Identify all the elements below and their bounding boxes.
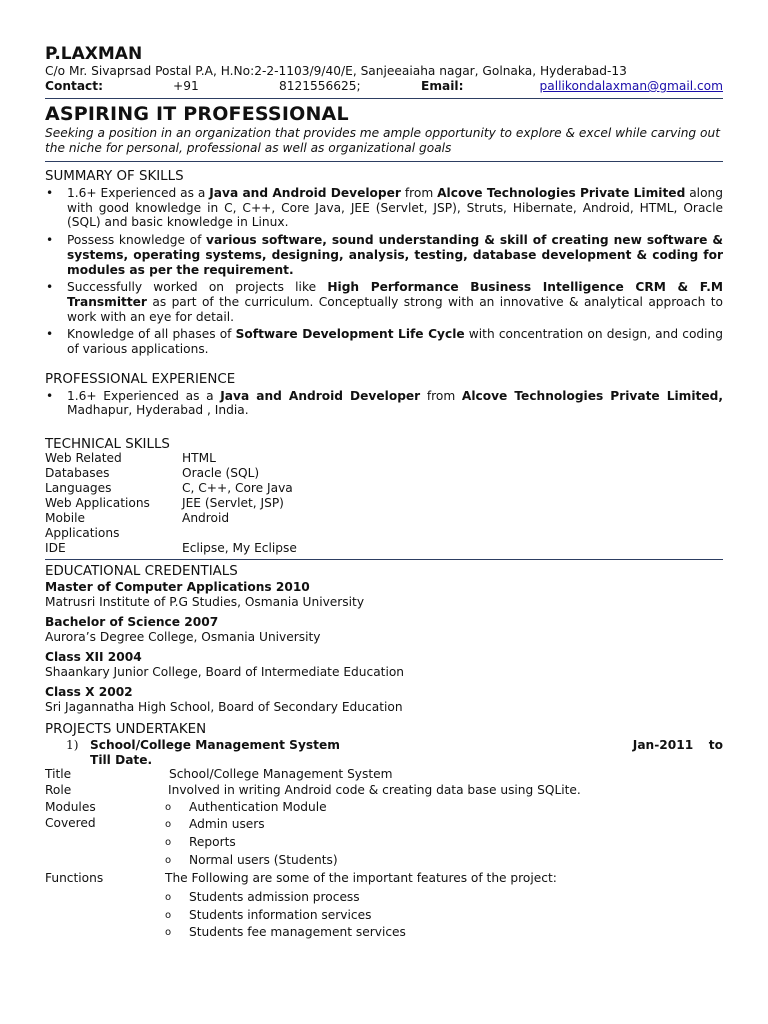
degree: Class X 2002 <box>45 685 133 700</box>
phone-number: 8121556625; <box>279 79 361 93</box>
projects-heading: PROJECTS UNDERTAKEN <box>45 722 207 738</box>
tech-value: Android <box>182 510 230 525</box>
tech-label: IDE <box>45 540 66 555</box>
email-link[interactable]: pallikondalaxman@gmail.com <box>539 79 723 93</box>
project-end: Till Date. <box>90 752 153 767</box>
summary-item: • Knowledge of all phases of Software Development Life Cycle with concentration on design, and coding of various applications. <box>45 327 723 356</box>
modules-block <box>45 799 723 870</box>
resume-page <box>45 44 723 942</box>
tech-value: Oracle (SQL) <box>182 466 260 481</box>
project-start: Jan-2011 <box>632 738 694 753</box>
function-item: o Students information services <box>165 907 723 923</box>
project-to: to <box>708 738 723 753</box>
objective-divider <box>45 161 723 162</box>
education-item <box>45 615 723 645</box>
functions-intro: The Following are some of the important features of the project: <box>165 871 557 886</box>
contact-label: Contact: <box>45 79 103 93</box>
project-number: 1) <box>66 738 79 753</box>
title-value: School/College Management System <box>169 767 393 782</box>
summary-list <box>45 186 723 357</box>
tech-label: Web Applications <box>45 495 150 510</box>
module-item: o Admin users <box>165 816 723 832</box>
functions-label: Functions <box>45 871 104 886</box>
tech-label: Databases <box>45 466 110 481</box>
module-item: o Authentication Module <box>165 799 723 815</box>
tech-value: HTML <box>182 451 216 466</box>
degree: Bachelor of Science 2007 <box>45 615 219 630</box>
tech-label: Languages <box>45 480 112 495</box>
functions-content <box>165 871 723 942</box>
project-header <box>45 738 723 753</box>
modules-list <box>165 799 723 870</box>
school: Shaankary Junior College, Board of Intermediate Education <box>45 665 405 680</box>
summary-heading: SUMMARY OF SKILLS <box>45 169 184 184</box>
header-divider <box>45 98 723 99</box>
school: Aurora’s Degree College, Osmania University <box>45 630 321 645</box>
tech-value: JEE (Servlet, JSP) <box>182 495 284 510</box>
school: Sri Jagannatha High School, Board of Secondary Education <box>45 700 403 715</box>
summary-item: • Possess knowledge of various software, sound understanding & skill of creating new software & systems, operating systems, designing, analysis, testing, database development & coding for modules as per the requirement. <box>45 233 723 277</box>
education-heading: EDUCATIONAL CREDENTIALS <box>45 564 238 580</box>
tech-label: Mobile Applications <box>45 510 120 540</box>
tech-value: C, C++, Core Java <box>182 480 293 495</box>
role-label: Role <box>45 783 72 798</box>
tech-value: Eclipse, My Eclipse <box>182 540 297 555</box>
project-details <box>45 767 723 798</box>
summary-item: • Successfully worked on projects like High Performance Business Intelligence CRM & F.M Transmitter as part of the curriculum. Conceptually strong with an innovative & analytical approach to work with an eye for detail. <box>45 280 723 324</box>
experience-list <box>45 389 723 418</box>
function-item: o Students admission process <box>165 889 723 905</box>
education-item <box>45 650 723 680</box>
experience-heading: PROFESSIONAL EXPERIENCE <box>45 371 236 387</box>
objective: Seeking a position in an organization that provides me ample opportunity to explore & excel while carving out the niche for personal, professional as well as organizational goals <box>45 126 720 155</box>
phone-code: +91 <box>173 79 199 93</box>
address: C/o Mr. Sivaprsad Postal P.A, H.No:2-2-1103/9/40/E, Sanjeeaiaha nagar, Golnaka, Hyderabad-13 <box>45 64 627 78</box>
functions-list <box>165 889 723 941</box>
tech-heading: TECHNICAL SKILLS <box>45 437 170 453</box>
degree: Class XII 2004 <box>45 650 142 665</box>
functions-block <box>45 871 723 942</box>
candidate-name: P.LAXMAN <box>45 44 143 64</box>
module-item: o Normal users (Students) <box>165 852 723 868</box>
experience-item: • 1.6+ Experienced as a Java and Android Developer from Alcove Technologies Private Limited, Madhapur, Hyderabad , India. <box>45 389 723 418</box>
profile-title: ASPIRING IT PROFESSIONAL <box>45 103 349 125</box>
module-item: o Reports <box>165 834 723 850</box>
tech-skills-table <box>45 451 723 555</box>
school: Matrusri Institute of P.G Studies, Osmania University <box>45 595 365 610</box>
education-item <box>45 580 723 610</box>
function-item: o Students fee management services <box>165 924 723 940</box>
summary-item: • 1.6+ Experienced as a Java and Android Developer from Alcove Technologies Private Limited along with good knowledge in C, C++, Core Java, JEE (Servlet, JSP), Struts, Hibernate, Android, HTML, Oracle (SQL) and basic knowledge in Linux. <box>45 186 723 230</box>
role-value: Involved in writing Android code & creating data base using SQLite. <box>168 783 581 798</box>
contact-line <box>45 79 723 94</box>
email-label: Email: <box>421 79 464 93</box>
education-item <box>45 685 723 715</box>
tech-label: Web Related <box>45 451 122 466</box>
project-name: School/College Management System <box>90 738 340 753</box>
modules-label: Modules Covered <box>45 799 96 830</box>
tech-divider <box>45 559 723 560</box>
title-label: Title <box>45 767 72 782</box>
degree: Master of Computer Applications 2010 <box>45 580 310 595</box>
